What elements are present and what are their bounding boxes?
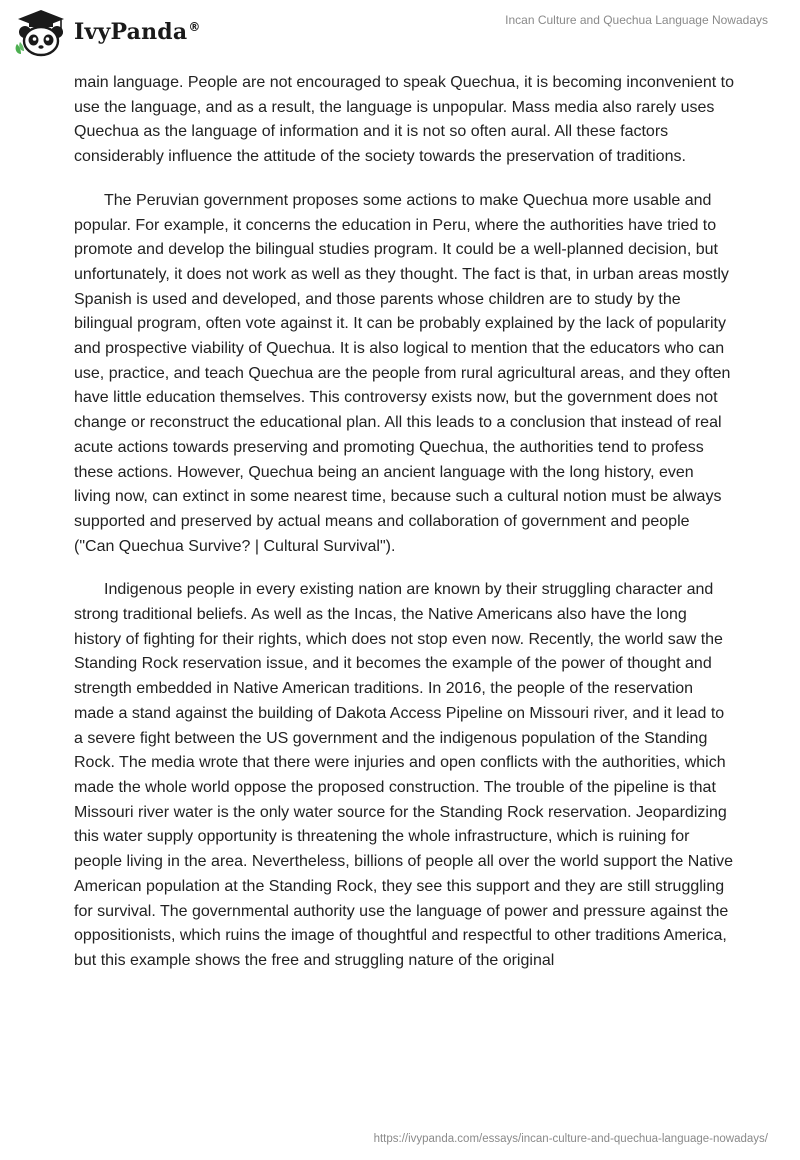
brand-registered-mark: ® [188, 19, 201, 34]
paragraph: The Peruvian government proposes some actions to make Quechua more usable and popular. For example, it concerns the education in Peru, where the authorities have tried to promote and develop the bilingual studies program. It could be a well-planned decision, but unfortunately, it does not work as well as they thought. The fact is that, in urban areas mostly Spanish is used and developed, and those parents whose children are to study by the bilingual program, often vote against it. It can be probably explained by the lack of popularity and prospective viability of Quechua. It is also logical to mention that the educators who can use, practice, and teach Quechua are the people from rural agricultural areas, and they often have little education themselves. This controversy exists now, but the government does not change or reconstruct the educational plan. All this leads to a conclusion that instead of real acute actions towards preserving and promoting Quechua, the authorities tend to profess these actions. However, Quechua being an ancient language with the long history, even living now, can extinct in some nearest time, because such a cultural notion must be always supported and preserved by actual means and collaboration of government and people ("Can Quechua Survive? | Cultural Survival"). [74, 191, 731, 555]
document-title: Incan Culture and Quechua Language Nowadays [505, 13, 768, 27]
essay-body [74, 71, 734, 993]
brand-logo[interactable] [14, 8, 201, 58]
page-header [0, 0, 800, 64]
panda-graduate-icon [14, 8, 68, 58]
paragraph: main language. People are not encouraged to speak Quechua, it is becoming inconvenient to use the language, and as a result, the language is unpopular. Mass media also rarely uses Quechua as the language of information and it is not so often aural. All these factors considerably influence the attitude of the society towards the preservation of traditions. [74, 74, 734, 166]
source-url[interactable]: https://ivypanda.com/essays/incan-culture-and-quechua-language-nowadays/ [373, 1133, 768, 1145]
paragraph: Indigenous people in every existing nation are known by their struggling character and strong traditional beliefs. As well as the Incas, the Native Americans also have the long history of fighting for their rights, which does not stop even now. Recently, the world saw the Standing Rock reservation issue, and it becomes the example of the power of thought and strength embedded in Native American traditions. In 2016, the people of the reservation made a stand against the building of Dakota Access Pipeline on Missouri river, and it lead to a severe fight between the US government and the indigenous population of the Standing Rock. The media wrote that there were injuries and open conflicts with the authorities, which made the whole world oppose the proposed construction. The trouble of the pipeline is that Missouri river water is the only water source for the Standing Rock reservation. Jeopardizing this water supply opportunity is threatening the whole infrastructure, which is ruining for people living in the area. Nevertheless, billions of people all over the world support the Native American population at the Standing Rock, they see this support and they are still struggling for survival. The governmental authority use the language of power and pressure against the oppositionists, which ruins the image of thoughtful and respectful to other traditions America, but this example shows the free and struggling nature of the original [74, 581, 734, 969]
brand-name [74, 19, 201, 45]
brand-name-text: IvyPanda [74, 19, 188, 45]
